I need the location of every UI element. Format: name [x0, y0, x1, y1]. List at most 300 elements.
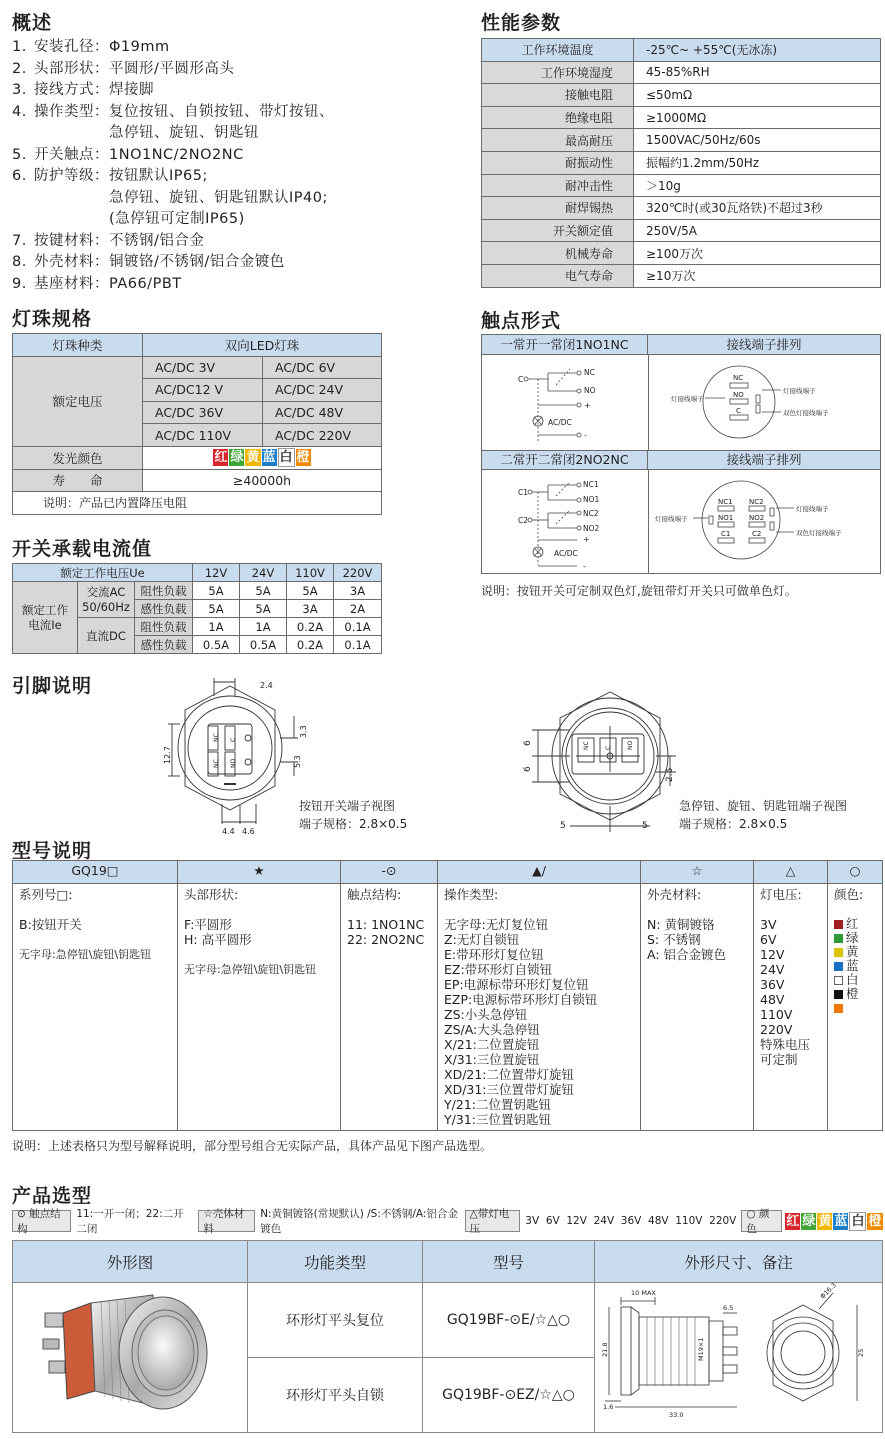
- terminal-2no2nc-diagram: [649, 470, 880, 573]
- model-line: 触点结构:: [347, 886, 402, 902]
- overview-item-text: 急停钮、旋钮、钥匙钮默认IP40;: [34, 189, 328, 206]
- label-no: NO: [733, 391, 744, 399]
- overview-item-number: 4.: [12, 103, 27, 120]
- dim-5: 5: [642, 821, 648, 831]
- overview-item-text: 防护等级：按钮默认IP65;: [34, 168, 208, 184]
- model-line: 12V: [760, 946, 785, 962]
- legend-contact-value: 11:一开一闭；22:二开二闭: [76, 1208, 184, 1235]
- dim-6: 6: [523, 766, 533, 772]
- circuit-2no2nc-diagram: [482, 470, 648, 573]
- overview-item: [12, 274, 452, 296]
- model-line: [444, 902, 634, 917]
- model-line: X/31:三位置旋钮: [444, 1051, 540, 1067]
- performance-label: 耐冲击性: [482, 174, 634, 197]
- led-rated-voltage: 额定电压: [13, 356, 143, 446]
- model-line: Y/21:二位置钥匙钮: [444, 1096, 551, 1112]
- led-note: 说明：产品已内置降压电阻: [13, 492, 382, 515]
- overview-item: [12, 166, 452, 188]
- dim-4-6: 4.6: [242, 827, 255, 836]
- performance-label: 机械寿命: [482, 242, 634, 265]
- current-val: 5A: [287, 582, 334, 600]
- model-voltage-column: [754, 883, 828, 1130]
- led-title: 灯珠规格: [12, 308, 93, 330]
- dim-2-4: 2.4: [260, 681, 273, 690]
- legend-color-label: ○ 颜色: [741, 1210, 782, 1232]
- color-chip: 白: [279, 450, 293, 466]
- contacts-head-2a: 二常开二常闭2NO2NC: [482, 450, 648, 470]
- model-contact-column: [341, 883, 438, 1130]
- overview-item-number: [12, 209, 34, 231]
- led-voltage: AC/DC 24V: [263, 379, 382, 402]
- model-line: EP:电源标带环形灯复位钮: [444, 976, 589, 992]
- overview-item: [12, 188, 452, 210]
- pin-caption-button: [299, 797, 407, 833]
- color-swatch-icon: [834, 976, 843, 985]
- performance-label: 工作环境温度: [482, 39, 634, 62]
- label-dual-lamp-terminal: 双色灯接线端子: [783, 409, 829, 417]
- overview-item-text: 按键材料：不锈钢/铝合金: [34, 232, 205, 249]
- overview-title: 概述: [12, 12, 53, 34]
- color-chip: 白: [851, 1213, 865, 1229]
- pins-title: 引脚说明: [12, 675, 93, 697]
- model-line: [184, 902, 334, 917]
- overview-item: [12, 209, 452, 231]
- overview-item-text: (急停钮可定制IP65): [34, 211, 245, 227]
- circuit-1no1nc-diagram: [482, 355, 648, 450]
- dim-1-6: 1.6: [603, 1403, 614, 1411]
- performance-row: [482, 151, 881, 174]
- performance-row: [482, 106, 881, 129]
- performance-row: [482, 61, 881, 84]
- dim-21-8: 21.8: [601, 1342, 609, 1357]
- label-c2: C2: [518, 516, 529, 525]
- color-chip: 蓝: [262, 450, 276, 466]
- color-chip: 绿: [230, 450, 244, 466]
- model-head: △: [754, 861, 828, 884]
- overview-item-number: 1.: [12, 39, 27, 55]
- dim-5-3: 5.3: [293, 755, 302, 768]
- current-volt: 24V: [240, 564, 287, 582]
- pin-label-c: C: [605, 745, 612, 750]
- color-chip: 绿: [802, 1213, 816, 1229]
- color-swatch-icon: [834, 920, 843, 929]
- current-val: 3A: [334, 582, 382, 600]
- model-series-column: [13, 883, 178, 1130]
- model-line: 11: 1NO1NC: [347, 916, 425, 932]
- led-color-chips: [143, 446, 382, 469]
- model-line: 可定制: [760, 1051, 798, 1067]
- model-line: N: 黄铜镀铬: [647, 916, 715, 932]
- performance-value: ≥1000MΩ: [634, 106, 881, 129]
- label-nc: NC: [584, 368, 595, 377]
- color-chip: 黄: [246, 450, 260, 466]
- model-line: [19, 902, 171, 917]
- model-line: B:按钮开关: [19, 916, 82, 932]
- label-no1: NO1: [583, 495, 600, 504]
- led-head-type: 双向LED灯珠: [143, 334, 382, 357]
- current-val: 0.5A: [240, 636, 287, 654]
- label-lamp-terminal: 灯接线端子: [671, 395, 704, 403]
- model-head: -⊙: [341, 861, 438, 884]
- performance-value: 320℃时(或30瓦烙铁)不超过3秒: [634, 197, 881, 220]
- legend-shell-label: ☆壳体材料: [198, 1210, 255, 1232]
- model-line: 无字母:无灯复位钮: [444, 916, 549, 932]
- model-color-head: 颜色:: [834, 886, 864, 902]
- legend-voltage-value: 3V 6V 12V 24V 36V 48V 110V 220V: [525, 1215, 737, 1227]
- model-color-item: [834, 945, 876, 959]
- contacts-head-2b: 接线端子排列: [648, 450, 880, 470]
- current-volt: 12V: [193, 564, 240, 582]
- label-lamp-terminal: 灯接线端子: [783, 387, 816, 395]
- current-val: 5A: [193, 582, 240, 600]
- dim-2-5: 2.5: [665, 767, 675, 782]
- overview-item-number: [12, 188, 34, 210]
- dim-5: 5: [560, 821, 566, 831]
- model-line: X/21:二位置旋钮: [444, 1036, 540, 1052]
- model-line: 系列号□:: [19, 886, 73, 902]
- model-line: EZ:带环形灯自锁钮: [444, 961, 553, 977]
- product-head: 型号: [423, 1241, 595, 1283]
- performance-label: 接触电阻: [482, 84, 634, 107]
- model-shell-column: [641, 883, 754, 1130]
- product-photo: [13, 1283, 247, 1428]
- model-line: Y/31:三位置钥匙钮: [444, 1111, 551, 1127]
- terminal-1no1nc-diagram: [649, 355, 880, 450]
- dim-6: 6: [523, 740, 533, 746]
- current-val: 3A: [287, 600, 334, 618]
- current-val: 5A: [193, 600, 240, 618]
- model-table: [12, 860, 883, 1131]
- current-dc: 直流DC: [78, 618, 135, 654]
- led-voltage: AC/DC 48V: [263, 401, 382, 424]
- dim-25: 25: [857, 1348, 865, 1357]
- overview-item: [12, 145, 452, 167]
- pin-caption-line: 端子规格：2.8×0.5: [679, 817, 788, 831]
- product-function: 环形灯平头复位: [248, 1283, 423, 1358]
- led-life-value: ≥40000h: [143, 469, 382, 492]
- performance-value: -25℃~ +55℃(无冰冻): [634, 39, 881, 62]
- performance-label: 耐焊锡热: [482, 197, 634, 220]
- led-voltage: AC/DC 110V: [143, 424, 263, 447]
- overview-item: [12, 37, 452, 59]
- current-head: 额定工作电压Ue: [13, 564, 193, 582]
- contacts-title: 触点形式: [481, 310, 562, 332]
- led-head-kind: 灯珠种类: [13, 334, 143, 357]
- product-dimension-drawing: [595, 1283, 882, 1428]
- label-minus: -: [584, 431, 587, 440]
- model-color-label: 黄: [846, 943, 859, 959]
- current-induct: 感性负载: [135, 636, 193, 654]
- performance-label: 耐振动性: [482, 151, 634, 174]
- current-volt: 220V: [334, 564, 382, 582]
- label-plus: +: [583, 535, 590, 544]
- model-head: ★: [178, 861, 341, 884]
- legend-voltage-label: △带灯电压: [465, 1210, 521, 1232]
- led-voltage: AC/DC 3V: [143, 356, 263, 379]
- legend-shell-value: N:黄铜镀铬(常规默认) /S:不锈钢/A:铝合金镀色: [260, 1208, 458, 1235]
- dim-4-4: 4.4: [222, 827, 235, 836]
- model-head: ☆: [641, 861, 754, 884]
- label-nc2: NC2: [749, 498, 764, 506]
- performance-row: [482, 242, 881, 265]
- performance-table: [481, 38, 881, 288]
- model-line: H: 高平圆形: [184, 931, 252, 947]
- model-line: 24V: [760, 961, 785, 977]
- label-nc1: NC1: [583, 480, 599, 489]
- overview-item-text: 外壳材料：铜镀铬/不锈钢/铝合金镀色: [34, 254, 285, 270]
- performance-label: 工作环境湿度: [482, 61, 634, 84]
- led-voltage: AC/DC 36V: [143, 401, 263, 424]
- label-no2: NO2: [583, 524, 600, 533]
- pin-caption-estop: [679, 797, 847, 833]
- performance-value: 250V/5A: [634, 219, 881, 242]
- label-c: C: [518, 375, 524, 384]
- label-no2: NO2: [749, 514, 765, 522]
- pin-caption-line: 急停钮、旋钮、钥匙钮端子视图: [679, 799, 848, 813]
- overview-item-text: 开关触点：1NO1NC/2NO2NC: [34, 146, 244, 163]
- contacts-panel: [481, 334, 881, 574]
- legend-contact-label: ⊙ 触点结构: [12, 1210, 71, 1232]
- current-resist: 阻性负载: [135, 582, 193, 600]
- label-acdc: AC/DC: [554, 549, 578, 558]
- performance-value: 振幅约1.2mm/50Hz: [634, 151, 881, 174]
- product-head: 外形尺寸、备注: [595, 1241, 883, 1283]
- product-table: [12, 1240, 883, 1433]
- overview-item: [12, 102, 452, 124]
- model-line: 灯电压:: [760, 886, 802, 902]
- overview-item: [12, 59, 452, 81]
- model-line: 无字母:急停钮\旋钮\钥匙钮: [184, 962, 317, 976]
- model-line: [347, 902, 431, 917]
- pin-diagram-button: [150, 676, 320, 836]
- label-c1: C1: [721, 530, 731, 538]
- performance-row: [482, 174, 881, 197]
- color-swatch-icon: [834, 990, 843, 999]
- led-voltage: AC/DC 220V: [263, 424, 382, 447]
- performance-value: 45-85%RH: [634, 61, 881, 84]
- performance-label: 电气寿命: [482, 264, 634, 287]
- label-nc1: NC1: [718, 498, 733, 506]
- performance-row: [482, 197, 881, 220]
- model-color-item: [834, 959, 876, 973]
- label-nc: NC: [733, 374, 744, 382]
- model-line: S: 不锈钢: [647, 931, 701, 947]
- pin-label-c: C: [230, 737, 237, 742]
- label-lamp-terminal: 灯接线端子: [655, 515, 688, 523]
- model-line: E:带环形灯复位钮: [444, 946, 544, 962]
- model-line: XD/31:三位置带灯旋钮: [444, 1081, 575, 1097]
- overview-list: [12, 37, 452, 295]
- dim-12-7: 12.7: [163, 746, 172, 764]
- overview-item-text: 操作类型：复位按钮、自锁按钮、带灯按钮、: [34, 103, 334, 120]
- color-swatch-icon: [834, 962, 843, 971]
- selection-title: 产品选型: [12, 1185, 93, 1207]
- performance-title: 性能参数: [481, 12, 562, 34]
- pin-caption-line: 按钮开关端子视图: [299, 799, 396, 813]
- current-table: [12, 563, 382, 654]
- current-val: 0.1A: [334, 636, 382, 654]
- performance-value: ≥100万次: [634, 242, 881, 265]
- color-chip: 红: [786, 1213, 800, 1229]
- dim-16-3: Φ16.3: [818, 1283, 839, 1301]
- label-c2: C2: [752, 530, 762, 538]
- model-title: 型号说明: [12, 840, 93, 862]
- current-rated: 额定工作 电流Ie: [13, 582, 78, 654]
- overview-item-number: 2.: [12, 60, 27, 77]
- current-val: 0.5A: [193, 636, 240, 654]
- model-color-item: [834, 931, 876, 945]
- label-plus: +: [584, 401, 591, 410]
- current-val: 5A: [240, 582, 287, 600]
- label-nc2: NC2: [583, 509, 599, 518]
- overview-item-text: 接线方式：焊接脚: [34, 82, 154, 98]
- dim-33: 33.0: [669, 1411, 684, 1419]
- overview-item-text: 急停钮、旋钮、钥匙钮: [34, 125, 259, 141]
- overview-item-number: 5.: [12, 146, 27, 163]
- led-color-label: 发光颜色: [13, 446, 143, 469]
- performance-value: ≤50mΩ: [634, 84, 881, 107]
- label-no1: NO1: [718, 514, 734, 522]
- overview-item: [12, 123, 452, 145]
- overview-item-number: 7.: [12, 232, 27, 249]
- overview-item: [12, 231, 452, 253]
- overview-item-number: 6.: [12, 168, 27, 184]
- model-line: 头部形状:: [184, 886, 239, 902]
- model-line: [184, 947, 334, 962]
- current-resist: 阻性负载: [135, 618, 193, 636]
- performance-label: 开关额定值: [482, 219, 634, 242]
- model-color-label: 蓝: [846, 957, 859, 973]
- label-no: NO: [584, 386, 596, 395]
- model-line: 3V: [760, 916, 777, 932]
- color-swatch-icon: [834, 1004, 843, 1013]
- dim-m19: M19×1: [697, 1337, 705, 1361]
- label-c1: C1: [518, 488, 529, 497]
- product-head: 功能类型: [248, 1241, 423, 1283]
- model-color-item: [834, 917, 876, 931]
- performance-label: 最高耐压: [482, 129, 634, 152]
- contacts-head-1a: 一常开一常闭1NO1NC: [482, 335, 648, 355]
- contacts-note: 说明：按钮开关可定制双色灯,旋钮带灯开关只可做单色灯。: [481, 584, 797, 598]
- pin-label-no: NO: [230, 758, 237, 768]
- product-function: 环形灯平头自锁: [248, 1358, 423, 1433]
- model-head-shape-column: [178, 883, 341, 1130]
- overview-item-text: 头部形状：平圆形/平圆形高头: [34, 60, 235, 77]
- pin-label-no: NO: [627, 740, 634, 750]
- current-volt: 110V: [287, 564, 334, 582]
- color-chip: 黄: [818, 1213, 832, 1229]
- product-head: 外形图: [13, 1241, 248, 1283]
- led-life-label: 寿 命: [13, 469, 143, 492]
- model-head: ○: [828, 861, 883, 884]
- led-voltage: AC/DC12 V: [143, 379, 263, 402]
- model-color-column: [828, 883, 883, 1130]
- model-head: GQ19□: [13, 861, 178, 884]
- dim-6-5: 6.5: [723, 1304, 734, 1312]
- current-val: 0.2A: [287, 636, 334, 654]
- current-val: 1A: [240, 618, 287, 636]
- pin-diagram-estop: [510, 686, 690, 836]
- color-chip: 橙: [868, 1213, 882, 1229]
- color-chip: 蓝: [834, 1213, 848, 1229]
- model-color-label: 白: [846, 971, 859, 987]
- performance-row: [482, 129, 881, 152]
- label-c: C: [736, 407, 741, 415]
- product-model: GQ19BF-⊙E/☆△○: [423, 1283, 595, 1358]
- overview-item-number: [12, 123, 34, 145]
- pin-caption-line: 端子规格：2.8×0.5: [299, 817, 408, 831]
- model-head: ▲/: [438, 861, 641, 884]
- model-line: F:平圆形: [184, 916, 232, 932]
- overview-item-text: 安装孔径：Φ19mm: [34, 39, 170, 55]
- product-photo-cell: [13, 1283, 248, 1433]
- performance-label: 绝缘电阻: [482, 106, 634, 129]
- model-note: 说明：上述表格只为型号解释说明，部分型号组合无实际产品，具体产品见下图产品选型。: [12, 1139, 493, 1153]
- pin-label-nc: NC: [213, 733, 220, 742]
- model-line: 22: 2NO2NC: [347, 931, 425, 947]
- model-color-label: 红: [846, 915, 859, 931]
- model-line: 特殊电压: [760, 1036, 811, 1052]
- model-line: [760, 902, 821, 917]
- model-color-item: [834, 973, 876, 987]
- model-line: 110V: [760, 1006, 793, 1022]
- model-line: 外壳材料:: [647, 886, 702, 902]
- color-swatch-icon: [834, 934, 843, 943]
- label-dual-lamp-terminal: 双色灯接线端子: [796, 529, 842, 537]
- overview-item-number: 8.: [12, 254, 27, 270]
- selection-legend-bar: [12, 1208, 883, 1235]
- current-val: 0.2A: [287, 618, 334, 636]
- model-line: 220V: [760, 1021, 793, 1037]
- model-color-label: 橙: [846, 985, 859, 1001]
- performance-value: ＞10g: [634, 174, 881, 197]
- overview-item-text: 基座材料：PA66/PBT: [34, 275, 182, 292]
- model-operation-column: [438, 883, 641, 1130]
- current-val: 2A: [334, 600, 382, 618]
- overview-item: [12, 252, 452, 274]
- model-line: A: 铝合金镀色: [647, 946, 727, 962]
- color-chip: 橙: [296, 450, 310, 466]
- current-ac: 交流AC 50/60Hz: [78, 582, 135, 618]
- model-line: ZS:小头急停钮: [444, 1006, 528, 1022]
- current-induct: 感性负载: [135, 600, 193, 618]
- model-line: 无字母:急停钮\旋钮\钥匙钮: [19, 947, 152, 961]
- model-line: 6V: [760, 931, 777, 947]
- dim-10max: 10 MAX: [631, 1289, 656, 1297]
- model-color-item: [834, 1001, 876, 1015]
- contacts-head-1b: 接线端子排列: [648, 335, 880, 355]
- label-lamp-terminal: 灯接线端子: [796, 505, 829, 513]
- current-val: 1A: [193, 618, 240, 636]
- performance-value: 1500VAC/50Hz/60s: [634, 129, 881, 152]
- performance-value: ≥10万次: [634, 264, 881, 287]
- label-acdc: AC/DC: [548, 418, 572, 427]
- dim-3-3: 3.3: [299, 725, 308, 738]
- color-swatch-icon: [834, 948, 843, 957]
- label-minus: -: [583, 562, 586, 571]
- product-dimension-cell: [595, 1283, 883, 1433]
- color-chip: 红: [214, 450, 228, 466]
- led-table: [12, 333, 382, 515]
- performance-row: [482, 39, 881, 62]
- legend-color-chips: [782, 1210, 883, 1232]
- performance-row: [482, 219, 881, 242]
- model-line: 48V: [760, 991, 785, 1007]
- model-line: EZP:电源标带环形灯自锁钮: [444, 991, 598, 1007]
- overview-item-number: 9.: [12, 275, 27, 292]
- pin-label-nc: NC: [213, 759, 220, 768]
- performance-row: [482, 264, 881, 287]
